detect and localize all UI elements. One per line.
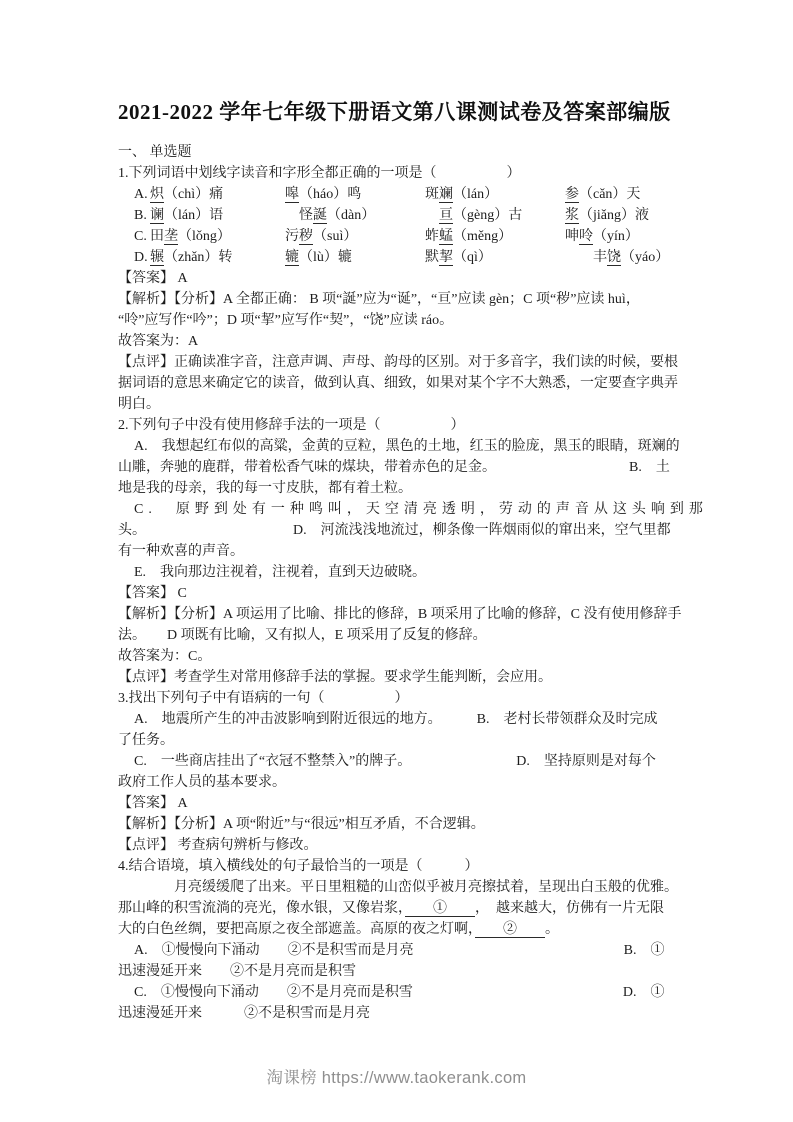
q1-comment-line-1 [118, 352, 680, 373]
text-segment: 故答案为：A [118, 334, 199, 349]
option-cell [285, 184, 425, 205]
underlined-text-segment: 秽 [299, 229, 313, 244]
document-body [118, 163, 708, 1024]
q3-options-line-4 [118, 772, 680, 793]
q3-comment [118, 835, 680, 856]
text-segment: 政府工作人员的基本要求。 [118, 775, 286, 790]
text-segment: （chì）痛 [164, 187, 224, 202]
underlined-text-segment: 蜢 [439, 229, 453, 244]
footer-link[interactable]: 淘课榜 https://www.taokerank.com [266, 1069, 527, 1087]
text-segment: “呤”应写作“吟”；D 项“挈”应写作“契”，“饶”应读 ráo。 [118, 313, 454, 328]
text-segment: 有一种欢喜的声音。 [118, 544, 244, 559]
q1-analysis-line-2 [118, 310, 680, 331]
option-cell [425, 226, 565, 247]
text-segment: （suì） [313, 229, 358, 244]
option-cell [150, 184, 285, 205]
option-cell [425, 247, 565, 268]
option-cell [285, 205, 425, 226]
text-segment: 默 [425, 250, 439, 265]
text-segment: A. 我想起红布似的高粱，金黄的豆粒，黑色的土地，红玉的脸庞，黑玉的眼睛，斑斓的 [134, 439, 680, 454]
q3-stem [118, 688, 680, 709]
text-segment: （lán）语 [164, 208, 224, 223]
text-segment: 【答案】 C [118, 586, 187, 601]
section-heading: 一、 单选题 [118, 145, 192, 160]
q4-options-line-4 [118, 1003, 680, 1024]
option-cell [425, 205, 565, 226]
option-cell [565, 247, 680, 268]
text-segment: 污 [285, 229, 299, 244]
text-segment: 蚱 [425, 229, 439, 244]
text-segment: （zhǎn）转 [164, 250, 233, 265]
q1-options-row-D [118, 247, 680, 268]
text-segment: 呻 [565, 229, 579, 244]
q2-answer [118, 583, 680, 604]
text-segment: 【点评】 考查病句辨析与修改。 [118, 838, 318, 853]
underlined-text-segment: 参 [565, 187, 579, 202]
text-segment: E. 我向那边注视着，注视着，直到天边破晓。 [134, 565, 427, 580]
page-title: 2021-2022 学年七年级下册语文第八课测试卷及答案部编版 [118, 100, 671, 124]
q1-analysis-line-1 [118, 289, 680, 310]
q2-stem [118, 415, 680, 436]
text-segment: 【解析】【分析】A 项运用了比喻、排比的修辞，B 项采用了比喻的修辞，C 没有使用修辞手 [118, 607, 682, 622]
text-segment: 2.下列句子中没有使用修辞手法的一项是（ ） [118, 418, 465, 433]
option-cell [285, 226, 425, 247]
underlined-text-segment: ① [405, 901, 475, 916]
text-segment: ， 越来越大，仿佛有一片无限 [475, 901, 664, 916]
underlined-text-segment: 谰 [150, 208, 164, 223]
text-segment: 了任务。 [118, 733, 174, 748]
underlined-text-segment: 炽 [150, 187, 164, 202]
underlined-text-segment: 浆 [565, 208, 579, 223]
text-segment: C. ①慢慢向下涌动 ②不是月亮而是积雪 D. ① [134, 985, 665, 1000]
q4-options-line-2 [118, 961, 680, 982]
q1-conclusion [118, 331, 680, 352]
text-segment: 斑 [425, 187, 439, 202]
text-segment: 【解析】【分析】A 全都正确： B 项“誕”应为“诞”，“亘”应读 gèn；C 项“秽”应读 huì， [118, 292, 640, 307]
option-cell [425, 184, 565, 205]
underlined-text-segment: 辗 [150, 250, 164, 265]
text-segment: 1.下列词语中划线字读音和字形全都正确的一项是（ ） [118, 166, 521, 181]
q3-answer [118, 793, 680, 814]
text-segment: （gèng）古 [453, 208, 523, 223]
q1-comment-line-3 [118, 394, 680, 415]
q3-options-line-2 [118, 730, 680, 751]
q1-stem [118, 163, 680, 184]
text-segment: （cǎn）天 [579, 187, 641, 202]
text-segment: 田 [150, 229, 164, 244]
option-label: B. [134, 208, 147, 223]
underlined-text-segment: ② [475, 922, 545, 937]
q3-options-line-3 [118, 751, 680, 772]
document-content [118, 96, 708, 1024]
text-segment: 【答案】 A [118, 796, 188, 811]
q2-analysis-line-1 [118, 604, 680, 625]
text-segment: （lán） [453, 187, 499, 202]
text-segment: 迅速漫延开来 ②不是月亮而是积雪 [118, 964, 356, 979]
text-segment: A. ①慢慢向下涌动 ②不是积雪而是月亮 B. ① [134, 943, 665, 958]
option-cell [565, 184, 680, 205]
underlined-text-segment: 誕 [313, 208, 327, 223]
text-segment: C. 原野到处有一种鸣叫，天空清亮透明，劳动的声音从这头响到那 [134, 502, 708, 517]
text-segment: 丰 [565, 250, 607, 265]
text-segment: 山雕，奔驰的鹿群，带着松香气味的煤块，带着赤色的足金。 B. 土 [118, 460, 670, 475]
underlined-text-segment: 呤 [579, 229, 593, 244]
q2-options-line-3 [118, 478, 680, 499]
option-cell [565, 205, 680, 226]
q3-options-line-1 [118, 709, 680, 730]
underlined-text-segment: 垄 [164, 229, 178, 244]
q4-passage-line-3 [118, 919, 680, 940]
underlined-text-segment: 挈 [439, 250, 453, 265]
text-segment: （yín） [593, 229, 639, 244]
text-segment: 头。 D. 河流浅浅地流过，柳条像一阵烟雨似的窜出来，空气里都 [118, 523, 671, 538]
q1-options-row-C [118, 226, 680, 247]
text-segment: 【答案】 A [118, 271, 188, 286]
underlined-text-segment: 辘 [285, 250, 299, 265]
text-segment: 故答案为：C。 [118, 649, 212, 664]
text-segment: （dàn） [327, 208, 376, 223]
underlined-text-segment: 斓 [439, 187, 453, 202]
option-cell [150, 205, 285, 226]
footer [0, 1064, 793, 1088]
q2-options-line-6 [118, 541, 680, 562]
text-segment: （háo）鸣 [299, 187, 362, 202]
text-segment: 法。 D 项既有比喻，又有拟人，E 项采用了反复的修辞。 [118, 628, 487, 643]
text-segment: 月亮缓缓爬了出来。平日里粗糙的山峦似乎被月亮擦拭着，呈现出白玉般的优雅。 [118, 880, 678, 895]
q4-stem [118, 856, 680, 877]
q4-passage-line-1 [118, 877, 680, 898]
option-label: A. [134, 187, 148, 202]
option-cell [150, 247, 285, 268]
text-segment [425, 208, 439, 223]
option-cell [565, 226, 680, 247]
underlined-text-segment: 饶 [607, 250, 621, 265]
q1-comment-line-2 [118, 373, 680, 394]
underlined-text-segment: 嗥 [285, 187, 299, 202]
q2-comment [118, 667, 680, 688]
text-segment: （yáo） [621, 250, 670, 265]
text-segment: 3.找出下列句子中有语病的一句（ ） [118, 691, 409, 706]
text-segment: （jiǎng）液 [579, 208, 649, 223]
q2-options-line-7 [118, 562, 680, 583]
q2-options-line-1 [118, 436, 680, 457]
text-segment: 怪 [285, 208, 313, 223]
underlined-text-segment: 亘 [439, 208, 453, 223]
text-segment: （lù）辘 [299, 250, 352, 265]
text-segment: A. 地震所产生的冲击波影响到附近很远的地方。 B. 老村长带领群众及时完成 [134, 712, 658, 727]
text-segment: C. 一些商店挂出了“衣冠不整禁入”的牌子。 D. 坚持原则是对每个 [134, 754, 656, 769]
q2-conclusion [118, 646, 680, 667]
text-segment: （měng） [453, 229, 513, 244]
q2-options-line-4 [118, 499, 708, 520]
text-segment: 【点评】考查学生对常用修辞手法的掌握。要求学生能判断，会应用。 [118, 670, 552, 685]
option-cell [285, 247, 425, 268]
q2-options-line-2 [118, 457, 680, 478]
q4-options-line-1 [118, 940, 680, 961]
q1-answer [118, 268, 680, 289]
option-cell [150, 226, 285, 247]
q1-options-row-A [118, 184, 680, 205]
text-segment: （lǒng） [178, 229, 231, 244]
text-segment: 大的白色丝绸，要把高原之夜全部遮盖。高原的夜之灯啊， [118, 922, 475, 937]
q1-options-row-B [118, 205, 680, 226]
q2-analysis-line-2 [118, 625, 680, 646]
text-segment: 迅速漫延开来 ②不是积雪而是月亮 [118, 1006, 370, 1021]
text-segment: 那山峰的积雪流淌的亮光，像水银，又像岩浆， [118, 901, 405, 916]
option-label: C. [134, 229, 147, 244]
text-segment: 据词语的意思来确定它的读音，做到认真、细致，如果对某个字不大熟悉，一定要查字典弄 [118, 376, 678, 391]
text-segment: 4.结合语境，填入横线处的句子最恰当的一项是（ ） [118, 859, 479, 874]
text-segment: 。 [545, 922, 559, 937]
text-segment: （qì） [453, 250, 492, 265]
text-segment: 【点评】正确读准字音，注意声调、声母、韵母的区别。对于多音字，我们读的时候，要根 [118, 355, 678, 370]
text-segment: 【解析】【分析】A 项“附近”与“很远”相互矛盾，不合逻辑。 [118, 817, 485, 832]
option-label: D. [134, 250, 148, 265]
q4-options-line-3 [118, 982, 680, 1003]
text-segment: 地是我的母亲，我的每一寸皮肤，都有着土粒。 [118, 481, 412, 496]
text-segment: 明白。 [118, 397, 160, 412]
q3-analysis [118, 814, 680, 835]
q2-options-line-5 [118, 520, 680, 541]
q4-passage-line-2 [118, 898, 680, 919]
